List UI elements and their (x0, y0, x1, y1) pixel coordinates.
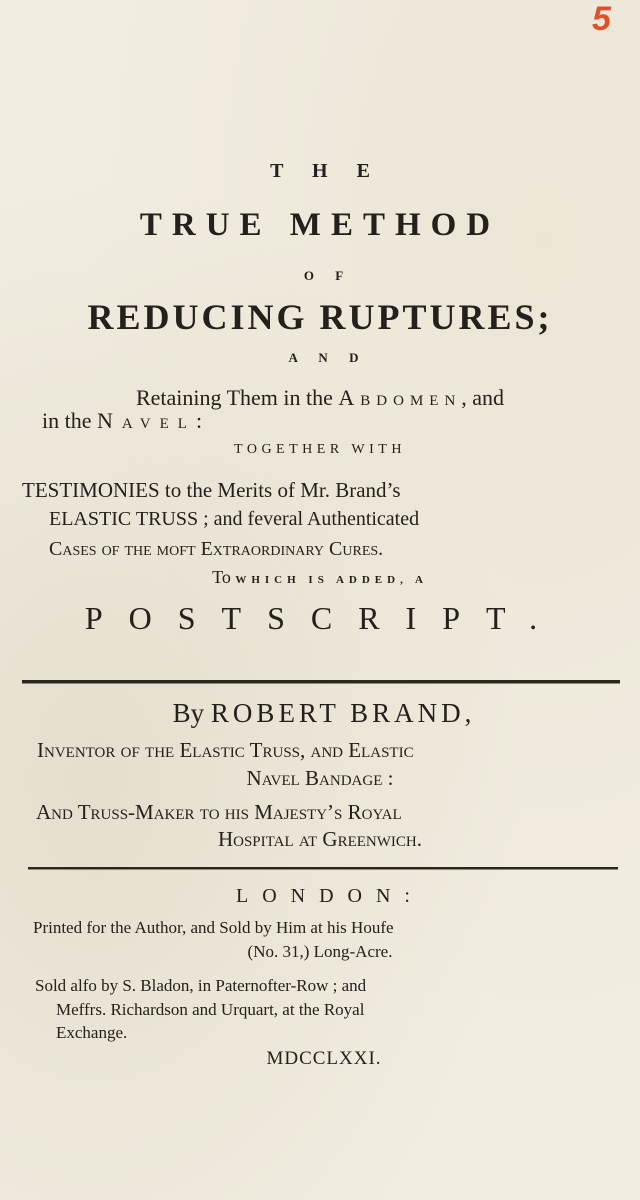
together-with: TOGETHER WITH (234, 442, 406, 457)
imprint-sold-line-1: Sold alfo by S. Bladon, in Paternofter-Row ; and (35, 976, 367, 995)
author-byline (0, 698, 640, 729)
title-true-method: TRUE METHOD (139, 207, 501, 243)
postscript-heading: POSTSCRIPT. (84, 600, 564, 636)
abdomen-word: Abdomen (338, 385, 462, 410)
author-line-4: Hospital at Greenwich. (217, 827, 423, 851)
title-reducing-ruptures: REDUCING RUPTURES; (87, 297, 553, 337)
title-the: T H E (270, 160, 382, 182)
title-of: O F (303, 268, 353, 283)
by-word: By (172, 698, 211, 728)
imprint-sold-line-2: Meffrs. Richardson and Urquart, at the Royal (56, 1000, 365, 1019)
title-retaining-line-2 (42, 408, 602, 434)
to-which-is-added (0, 567, 640, 588)
testimonies-line-1: TESTIMONIES to the Merits of Mr. Brand’s (22, 478, 401, 502)
navel-word: Navel (97, 408, 196, 433)
imprint-printed-line-1: Printed for the Author, and Sold by Him at his Houfe (33, 918, 394, 937)
author-line-2: Navel Bandage : (246, 766, 394, 790)
retaining-text: Retaining Them in the (135, 385, 339, 410)
author-name: ROBERT BRAND, (210, 698, 476, 728)
author-line-3: And Truss-Maker to his Majesty’s Royal (36, 800, 402, 824)
which-is-added-text: WHICH IS ADDED, A (235, 574, 428, 586)
imprint-printed-line-2: (No. 31,) Long-Acre. (247, 942, 393, 961)
rule-lower (28, 867, 618, 870)
imprint-london: LONDON: (236, 885, 424, 907)
imprint-date: MDCCLXXI. (266, 1048, 382, 1069)
to-word: To (212, 567, 236, 587)
testimonies-line-2: ELASTIC TRUSS ; and feveral Authenticated (49, 508, 420, 530)
retaining-tail: , and (461, 385, 505, 410)
rule-upper (22, 680, 620, 684)
testimonies-line-3: Cases of the moft Extraordinary Cures. (49, 538, 384, 560)
author-line-1: Inventor of the Elastic Truss, and Elastic (37, 738, 414, 762)
in-the-text: in the (42, 408, 97, 433)
navel-colon: : (195, 408, 203, 433)
imprint-sold-line-3: Exchange. (56, 1023, 128, 1042)
page-number: 5 (592, 0, 611, 38)
title-and: A N D (288, 350, 368, 365)
